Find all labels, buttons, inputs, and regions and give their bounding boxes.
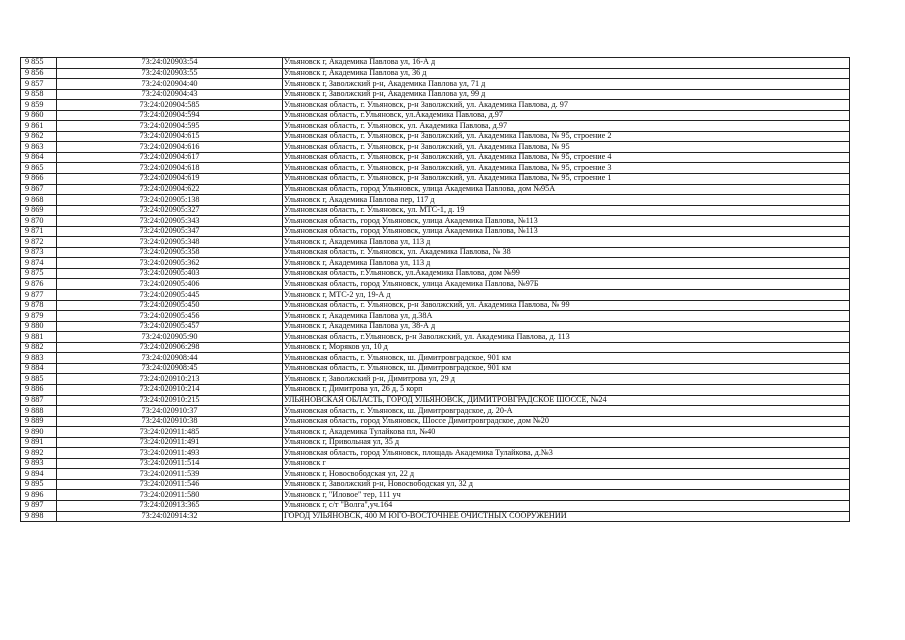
row-number-cell: 9 855: [21, 58, 57, 69]
table-row: [21, 237, 850, 248]
address-cell: Ульяновская область, г. Ульяновск, ш. Димитровградское, 901 км: [283, 353, 850, 364]
table-row: [21, 174, 850, 185]
row-number-cell: 9 868: [21, 195, 57, 206]
table-row: [21, 500, 850, 511]
cadastral-number-cell: 73:24:020911:514: [57, 458, 283, 469]
row-number-cell: 9 898: [21, 511, 57, 522]
cadastral-number-cell: 73:24:020914:32: [57, 511, 283, 522]
row-number-cell: 9 865: [21, 163, 57, 174]
cadastral-number-cell: 73:24:020905:362: [57, 258, 283, 269]
row-number-cell: 9 895: [21, 479, 57, 490]
address-cell: Ульяновская область, город Ульяновск, улица Академика Павлова, №113: [283, 216, 850, 227]
table-row: [21, 258, 850, 269]
address-cell: Ульяновская область, г. Ульяновск, р-н Заволжский, ул. Академика Павлова, № 95, строение 3: [283, 163, 850, 174]
address-cell: Ульяновск г, "Иловое" тер, 111 уч: [283, 490, 850, 501]
table-row: [21, 216, 850, 227]
address-cell: Ульяновск г, с/т "Волга",уч.164: [283, 500, 850, 511]
row-number-cell: 9 859: [21, 100, 57, 111]
table-row: [21, 374, 850, 385]
row-number-cell: 9 884: [21, 363, 57, 374]
row-number-cell: 9 869: [21, 205, 57, 216]
row-number-cell: 9 883: [21, 353, 57, 364]
address-cell: Ульяновская область, г. Ульяновск, р-н Заволжский, ул. Академика Павлова, д. 97: [283, 100, 850, 111]
row-number-cell: 9 856: [21, 68, 57, 79]
address-cell: Ульяновская область, г. Ульяновск, ш. Димитровградское, 901 км: [283, 363, 850, 374]
table-row: [21, 79, 850, 90]
address-cell: Ульяновская область, г. Ульяновск, ул. Академика Павлова, № 38: [283, 247, 850, 258]
cadastral-number-cell: 73:24:020910:213: [57, 374, 283, 385]
address-cell: Ульяновск г, МТС-2 ул, 19-А д: [283, 290, 850, 301]
table-row: [21, 395, 850, 406]
table-row: [21, 406, 850, 417]
address-cell: Ульяновская область, г.Ульяновск, ул.Академика Павлова, д.97: [283, 110, 850, 121]
row-number-cell: 9 873: [21, 247, 57, 258]
cadastral-number-cell: 73:24:020904:618: [57, 163, 283, 174]
address-cell: Ульяновская область, город Ульяновск, улица Академика Павлова, №113: [283, 226, 850, 237]
table-row: [21, 131, 850, 142]
address-cell: Ульяновск г, Заволжский р-н, Димитрова ул, 29 д: [283, 374, 850, 385]
address-cell: Ульяновск г, Академика Павлова ул, 38-А д: [283, 321, 850, 332]
table-row: [21, 469, 850, 480]
table-row: [21, 68, 850, 79]
address-cell: Ульяновск г, Академика Павлова пер, 117 д: [283, 195, 850, 206]
cadastral-number-cell: 73:24:020903:55: [57, 68, 283, 79]
cadastral-number-cell: 73:24:020911:485: [57, 427, 283, 438]
address-cell: Ульяновская область, г. Ульяновск, р-н Заволжский, ул. Академика Павлова, № 95, строение 1: [283, 174, 850, 185]
row-number-cell: 9 885: [21, 374, 57, 385]
row-number-cell: 9 891: [21, 437, 57, 448]
table-row: [21, 427, 850, 438]
row-number-cell: 9 897: [21, 500, 57, 511]
row-number-cell: 9 882: [21, 342, 57, 353]
table-row: [21, 332, 850, 343]
cadastral-number-cell: 73:24:020906:298: [57, 342, 283, 353]
address-cell: Ульяновская область, город Ульяновск, улица Академика Павлова, №97Б: [283, 279, 850, 290]
row-number-cell: 9 892: [21, 448, 57, 459]
row-number-cell: 9 870: [21, 216, 57, 227]
cadastral-number-cell: 73:24:020904:617: [57, 152, 283, 163]
address-cell: Ульяновская область, г. Ульяновск, р-н Заволжский, ул. Академика Павлова, № 95, строение 2: [283, 131, 850, 142]
address-cell: Ульяновская область, г. Ульяновск, р-н Заволжский, ул. Академика Павлова, № 95, строение 4: [283, 152, 850, 163]
row-number-cell: 9 881: [21, 332, 57, 343]
address-cell: Ульяновская область, г. Ульяновск, р-н Заволжский, ул. Академика Павлова, № 95: [283, 142, 850, 153]
cadastral-number-cell: 73:24:020908:45: [57, 363, 283, 374]
address-cell: Ульяновск г, Академика Павлова ул, 113 д: [283, 237, 850, 248]
cadastral-number-cell: 73:24:020905:445: [57, 290, 283, 301]
address-cell: Ульяновская область, город Ульяновск, площадь Академика Тулайкова, д.№3: [283, 448, 850, 459]
address-cell: Ульяновск г, Академика Павлова ул, д.38А: [283, 311, 850, 322]
row-number-cell: 9 888: [21, 406, 57, 417]
address-cell: Ульяновская область, г. Ульяновск, ш. Димитровградское, д. 20-А: [283, 406, 850, 417]
address-cell: УЛЬЯНОВСКАЯ ОБЛАСТЬ, ГОРОД УЛЬЯНОВСК, ДИМИТРОВГРАДСКОЕ ШОССЕ, №24: [283, 395, 850, 406]
registry-table: [20, 57, 850, 522]
row-number-cell: 9 887: [21, 395, 57, 406]
cadastral-number-cell: 73:24:020913:365: [57, 500, 283, 511]
table-row: [21, 226, 850, 237]
row-number-cell: 9 875: [21, 268, 57, 279]
row-number-cell: 9 877: [21, 290, 57, 301]
table-row: [21, 121, 850, 132]
registry-table-body: [21, 58, 850, 522]
cadastral-number-cell: 73:24:020905:457: [57, 321, 283, 332]
cadastral-number-cell: 73:24:020904:619: [57, 174, 283, 185]
address-cell: Ульяновская область, г.Ульяновск, р-н Заволжский, ул. Академика Павлова, д. 113: [283, 332, 850, 343]
table-row: [21, 458, 850, 469]
row-number-cell: 9 867: [21, 184, 57, 195]
row-number-cell: 9 880: [21, 321, 57, 332]
row-number-cell: 9 874: [21, 258, 57, 269]
cadastral-number-cell: 73:24:020904:40: [57, 79, 283, 90]
table-row: [21, 511, 850, 522]
cadastral-number-cell: 73:24:020904:622: [57, 184, 283, 195]
address-cell: Ульяновск г: [283, 458, 850, 469]
address-cell: Ульяновск г, Академика Тулайкова пл, №40: [283, 427, 850, 438]
address-cell: Ульяновская область, г.Ульяновск, ул.Академика Павлова, дом №99: [283, 268, 850, 279]
cadastral-number-cell: 73:24:020905:406: [57, 279, 283, 290]
table-row: [21, 184, 850, 195]
address-cell: Ульяновская область, г. Ульяновск, ул. МТС-1, д. 19: [283, 205, 850, 216]
address-cell: Ульяновская область, г. Ульяновск, ул. Академика Павлова, д.97: [283, 121, 850, 132]
address-cell: Ульяновская область, город Ульяновск, улица Академика Павлова, дом №95А: [283, 184, 850, 195]
address-cell: ГОРОД УЛЬЯНОВСК, 400 М ЮГО-ВОСТОЧНЕЕ ОЧИСТНЫХ СООРУЖЕНИЙ: [283, 511, 850, 522]
table-row: [21, 247, 850, 258]
table-row: [21, 363, 850, 374]
cadastral-number-cell: 73:24:020903:54: [57, 58, 283, 69]
row-number-cell: 9 893: [21, 458, 57, 469]
address-cell: Ульяновская область, город Ульяновск, Шоссе Димитровградское, дом №20: [283, 416, 850, 427]
table-row: [21, 353, 850, 364]
row-number-cell: 9 872: [21, 237, 57, 248]
cadastral-number-cell: 73:24:020905:347: [57, 226, 283, 237]
table-row: [21, 342, 850, 353]
cadastral-number-cell: 73:24:020904:594: [57, 110, 283, 121]
address-cell: Ульяновская область, г. Ульяновск, р-н Заволжский, ул. Академика Павлова, № 99: [283, 300, 850, 311]
cadastral-number-cell: 73:24:020905:343: [57, 216, 283, 227]
address-cell: Ульяновск г, Заволжский р-н, Академика Павлова ул, 99 д: [283, 89, 850, 100]
address-cell: Ульяновск г, Академика Павлова ул, 16-А д: [283, 58, 850, 69]
cadastral-number-cell: 73:24:020905:450: [57, 300, 283, 311]
cadastral-number-cell: 73:24:020904:616: [57, 142, 283, 153]
cadastral-number-cell: 73:24:020910:37: [57, 406, 283, 417]
row-number-cell: 9 886: [21, 384, 57, 395]
row-number-cell: 9 860: [21, 110, 57, 121]
table-row: [21, 163, 850, 174]
row-number-cell: 9 889: [21, 416, 57, 427]
row-number-cell: 9 879: [21, 311, 57, 322]
table-row: [21, 268, 850, 279]
address-cell: Ульяновск г, Заволжский р-н, Новосвободская ул, 32 д: [283, 479, 850, 490]
row-number-cell: 9 866: [21, 174, 57, 185]
cadastral-number-cell: 73:24:020905:90: [57, 332, 283, 343]
address-cell: Ульяновск г, Академика Павлова ул, 113 д: [283, 258, 850, 269]
table-row: [21, 100, 850, 111]
cadastral-number-cell: 73:24:020911:493: [57, 448, 283, 459]
table-row: [21, 152, 850, 163]
table-row: [21, 300, 850, 311]
cadastral-number-cell: 73:24:020905:348: [57, 237, 283, 248]
address-cell: Ульяновск г, Димитрова ул, 26 д, 5 корп: [283, 384, 850, 395]
row-number-cell: 9 862: [21, 131, 57, 142]
cadastral-number-cell: 73:24:020910:38: [57, 416, 283, 427]
row-number-cell: 9 896: [21, 490, 57, 501]
cadastral-number-cell: 73:24:020905:327: [57, 205, 283, 216]
cadastral-number-cell: 73:24:020911:546: [57, 479, 283, 490]
table-row: [21, 490, 850, 501]
table-row: [21, 279, 850, 290]
cadastral-number-cell: 73:24:020904:615: [57, 131, 283, 142]
cadastral-number-cell: 73:24:020904:595: [57, 121, 283, 132]
row-number-cell: 9 857: [21, 79, 57, 90]
table-row: [21, 384, 850, 395]
cadastral-number-cell: 73:24:020905:138: [57, 195, 283, 206]
row-number-cell: 9 871: [21, 226, 57, 237]
row-number-cell: 9 858: [21, 89, 57, 100]
table-row: [21, 416, 850, 427]
row-number-cell: 9 861: [21, 121, 57, 132]
cadastral-number-cell: 73:24:020910:215: [57, 395, 283, 406]
cadastral-number-cell: 73:24:020911:580: [57, 490, 283, 501]
table-row: [21, 195, 850, 206]
cadastral-number-cell: 73:24:020905:403: [57, 268, 283, 279]
address-cell: Ульяновск г, Новосвободская ул, 22 д: [283, 469, 850, 480]
table-row: [21, 448, 850, 459]
cadastral-number-cell: 73:24:020911:539: [57, 469, 283, 480]
table-row: [21, 311, 850, 322]
address-cell: Ульяновск г, Привольная ул, 35 д: [283, 437, 850, 448]
row-number-cell: 9 863: [21, 142, 57, 153]
table-row: [21, 437, 850, 448]
table-row: [21, 142, 850, 153]
cadastral-number-cell: 73:24:020904:585: [57, 100, 283, 111]
address-cell: Ульяновск г, Заволжский р-н, Академика Павлова ул, 71 д: [283, 79, 850, 90]
address-cell: Ульяновск г, Моряков ул, 10 д: [283, 342, 850, 353]
address-cell: Ульяновск г, Академика Павлова ул, 36 д: [283, 68, 850, 79]
cadastral-number-cell: 73:24:020908:44: [57, 353, 283, 364]
cadastral-number-cell: 73:24:020904:43: [57, 89, 283, 100]
cadastral-number-cell: 73:24:020905:358: [57, 247, 283, 258]
table-row: [21, 89, 850, 100]
row-number-cell: 9 890: [21, 427, 57, 438]
cadastral-number-cell: 73:24:020911:491: [57, 437, 283, 448]
table-row: [21, 321, 850, 332]
table-row: [21, 58, 850, 69]
row-number-cell: 9 864: [21, 152, 57, 163]
table-row: [21, 110, 850, 121]
row-number-cell: 9 876: [21, 279, 57, 290]
row-number-cell: 9 894: [21, 469, 57, 480]
row-number-cell: 9 878: [21, 300, 57, 311]
cadastral-number-cell: 73:24:020910:214: [57, 384, 283, 395]
table-row: [21, 479, 850, 490]
table-row: [21, 290, 850, 301]
table-row: [21, 205, 850, 216]
cadastral-number-cell: 73:24:020905:456: [57, 311, 283, 322]
